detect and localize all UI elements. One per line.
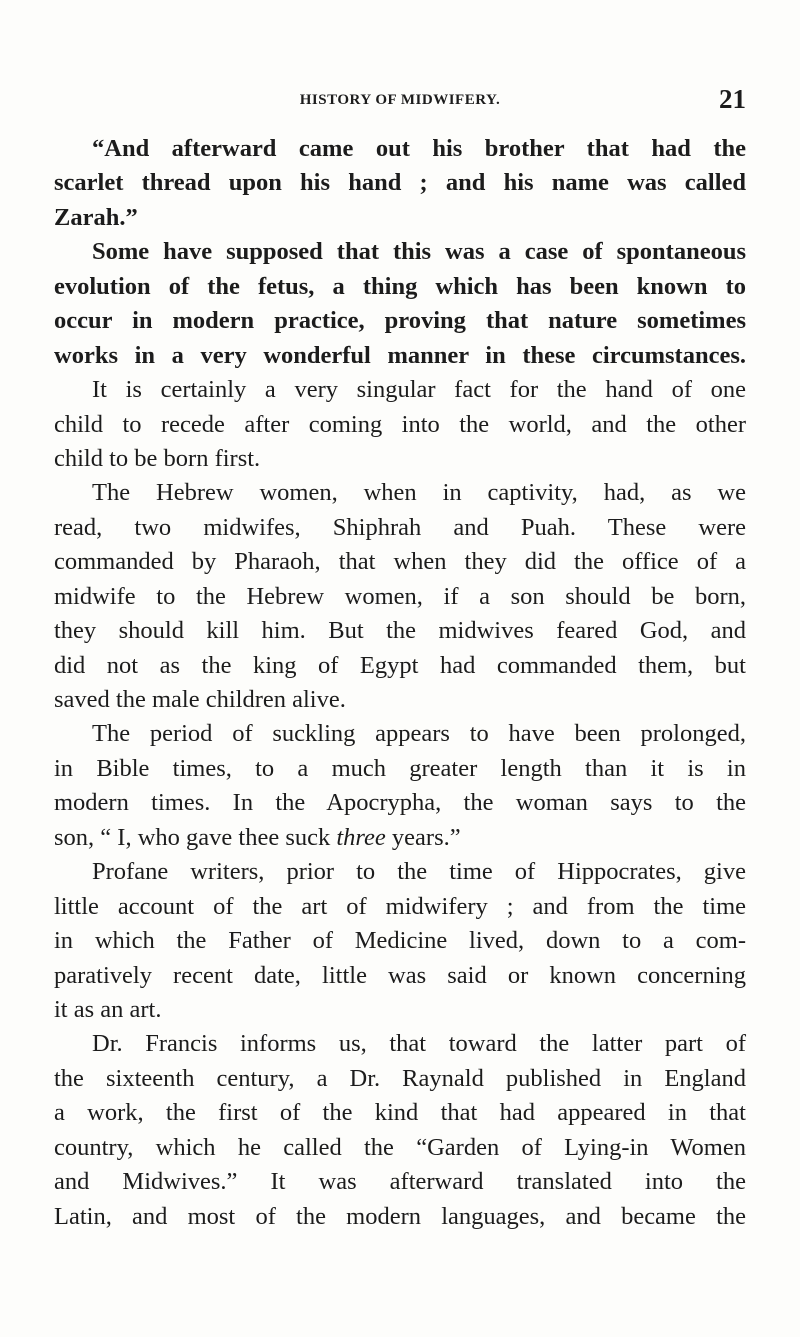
text-line: in which the Father of Medicine lived, down to a com- xyxy=(54,927,746,955)
page-number: 21 xyxy=(719,84,746,114)
text-line: It is certainly a very singular fact for the hand of one xyxy=(92,376,746,404)
text-line: scarlet thread upon his hand ; and his name was called xyxy=(54,169,746,197)
text-line: evolution of the fetus, a thing which has been known to xyxy=(54,272,746,300)
text-run: years.” xyxy=(385,823,461,851)
running-title: HISTORY OF MIDWIFERY. xyxy=(299,92,501,108)
text-line: The Hebrew women, when in captivity, had, as we xyxy=(92,479,746,507)
text-line: paratively recent date, little was said or known concerning xyxy=(54,961,746,989)
text-line: child to be born first. xyxy=(54,444,261,472)
text-line: commanded by Pharaoh, that when they did the office of a xyxy=(54,548,746,576)
text-line xyxy=(54,821,746,855)
text-line: little account of the art of midwifery ; and from the time xyxy=(54,892,746,920)
text-line: read, two midwifes, Shiphrah and Puah. These were xyxy=(54,513,746,541)
text-line: works in a very wonderful manner in these circumstances. xyxy=(54,341,746,369)
text-line: Some have supposed that this was a case of spontaneous xyxy=(92,238,746,266)
text-line: midwife to the Hebrew women, if a son should be born, xyxy=(54,582,746,610)
text-run: son, “ I, who gave thee suck xyxy=(54,823,337,851)
text-line: it as an art. xyxy=(54,995,162,1023)
text-line: The period of suckling appears to have been prolonged, xyxy=(92,720,746,748)
text-line: did not as the king of Egypt had commanded them, but xyxy=(54,651,746,679)
text-line: they should kill him. But the midwives feared God, and xyxy=(54,617,746,645)
text-line: and Midwives.” It was afterward translated into the xyxy=(54,1168,746,1196)
text-line: Zarah.” xyxy=(54,203,138,231)
text-line: country, which he called the “Garden of Lying-in Women xyxy=(54,1133,746,1161)
text-line: in Bible times, to a much greater length than it is in xyxy=(54,754,746,782)
text-line: the sixteenth century, a Dr. Raynald published in England xyxy=(54,1064,746,1092)
text-line: modern times. In the Apocrypha, the woman says to the xyxy=(54,789,746,817)
body-text xyxy=(54,132,746,1234)
text-line: Profane writers, prior to the time of Hippocrates, give xyxy=(92,858,746,886)
text-line: occur in modern practice, proving that nature sometimes xyxy=(54,307,746,335)
text-line: Dr. Francis informs us, that toward the latter part of xyxy=(92,1030,746,1058)
italic-text: three xyxy=(336,823,386,851)
text-line: a work, the first of the kind that had appeared in that xyxy=(54,1099,746,1127)
text-line: Latin, and most of the modern languages, and became the xyxy=(54,1202,746,1230)
running-head xyxy=(54,80,746,120)
text-line: child to recede after coming into the world, and the other xyxy=(54,410,746,438)
text-line: saved the male children alive. xyxy=(54,686,346,713)
text-line: “And afterward came out his brother that had the xyxy=(92,135,746,162)
